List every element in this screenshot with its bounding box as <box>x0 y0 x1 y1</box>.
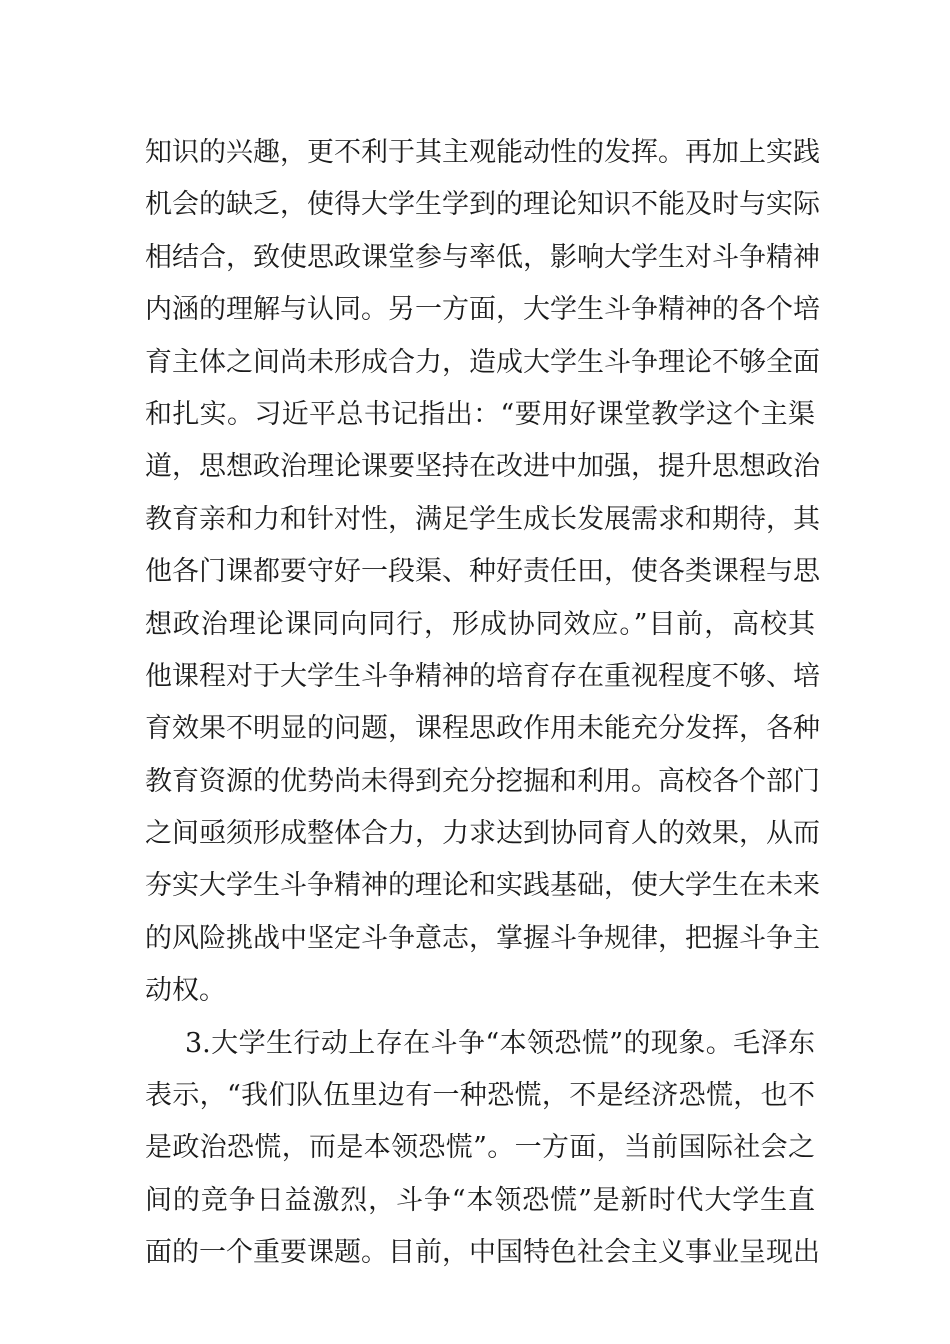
text-line: 的风险挑战中坚定斗争意志，掌握斗争规律，把握斗争主 <box>145 922 820 954</box>
body-text <box>145 127 820 1280</box>
text-line: 教育亲和力和针对性，满足学生成长发展需求和期待，其 <box>145 503 820 535</box>
text-line: 间的竞争日益激烈，斗争“本领恐慌”是新时代大学生直 <box>145 1184 815 1216</box>
text-line: 知识的兴趣，更不利于其主观能动性的发挥。再加上实践 <box>145 137 820 168</box>
text-line: 他各门课都要守好一段渠、种好责任田，使各类课程与思 <box>145 556 820 588</box>
text-line: 教育资源的优势尚未得到充分挖掘和利用。高校各个部门 <box>145 765 820 797</box>
text-line: 道，思想政治理论课要坚持在改进中加强，提升思想政治 <box>145 451 820 483</box>
text-line: 是政治恐慌，而是本领恐慌”。一方面，当前国际社会之 <box>145 1132 815 1164</box>
text-line: 育主体之间尚未形成合力，造成大学生斗争理论不够全面 <box>145 346 820 378</box>
text-line: 之间亟须形成整体合力，力求达到协同育人的效果，从而 <box>145 818 820 850</box>
text-line: 育效果不明显的问题，课程思政作用未能充分发挥，各种 <box>145 713 820 745</box>
text-line-paragraph-end: 动权。 <box>145 975 226 1007</box>
text-line: 想政治理论课同向同行，形成协同效应。”目前，高校其 <box>145 608 815 640</box>
text-line: 内涵的理解与认同。另一方面，大学生斗争精神的各个培 <box>145 294 820 326</box>
text-line: 相结合，致使思政课堂参与率低，影响大学生对斗争精神 <box>145 241 820 273</box>
text-line: 面的一个重要课题。目前，中国特色社会主义事业呈现出 <box>145 1237 820 1269</box>
text-line: 表示，“我们队伍里边有一种恐慌，不是经济恐慌，也不 <box>145 1080 815 1112</box>
text-line: 他课程对于大学生斗争精神的培育存在重视程度不够、培 <box>145 660 820 692</box>
text-line: 夯实大学生斗争精神的理论和实践基础，使大学生在未来 <box>145 870 820 902</box>
text-line: 和扎实。习近平总书记指出：“要用好课堂教学这个主渠 <box>145 398 815 430</box>
text-line: 机会的缺乏，使得大学生学到的理论知识不能及时与实际 <box>145 189 820 221</box>
section-heading-line: 3.大学生行动上存在斗争“本领恐慌”的现象。毛泽东 <box>185 1027 815 1059</box>
